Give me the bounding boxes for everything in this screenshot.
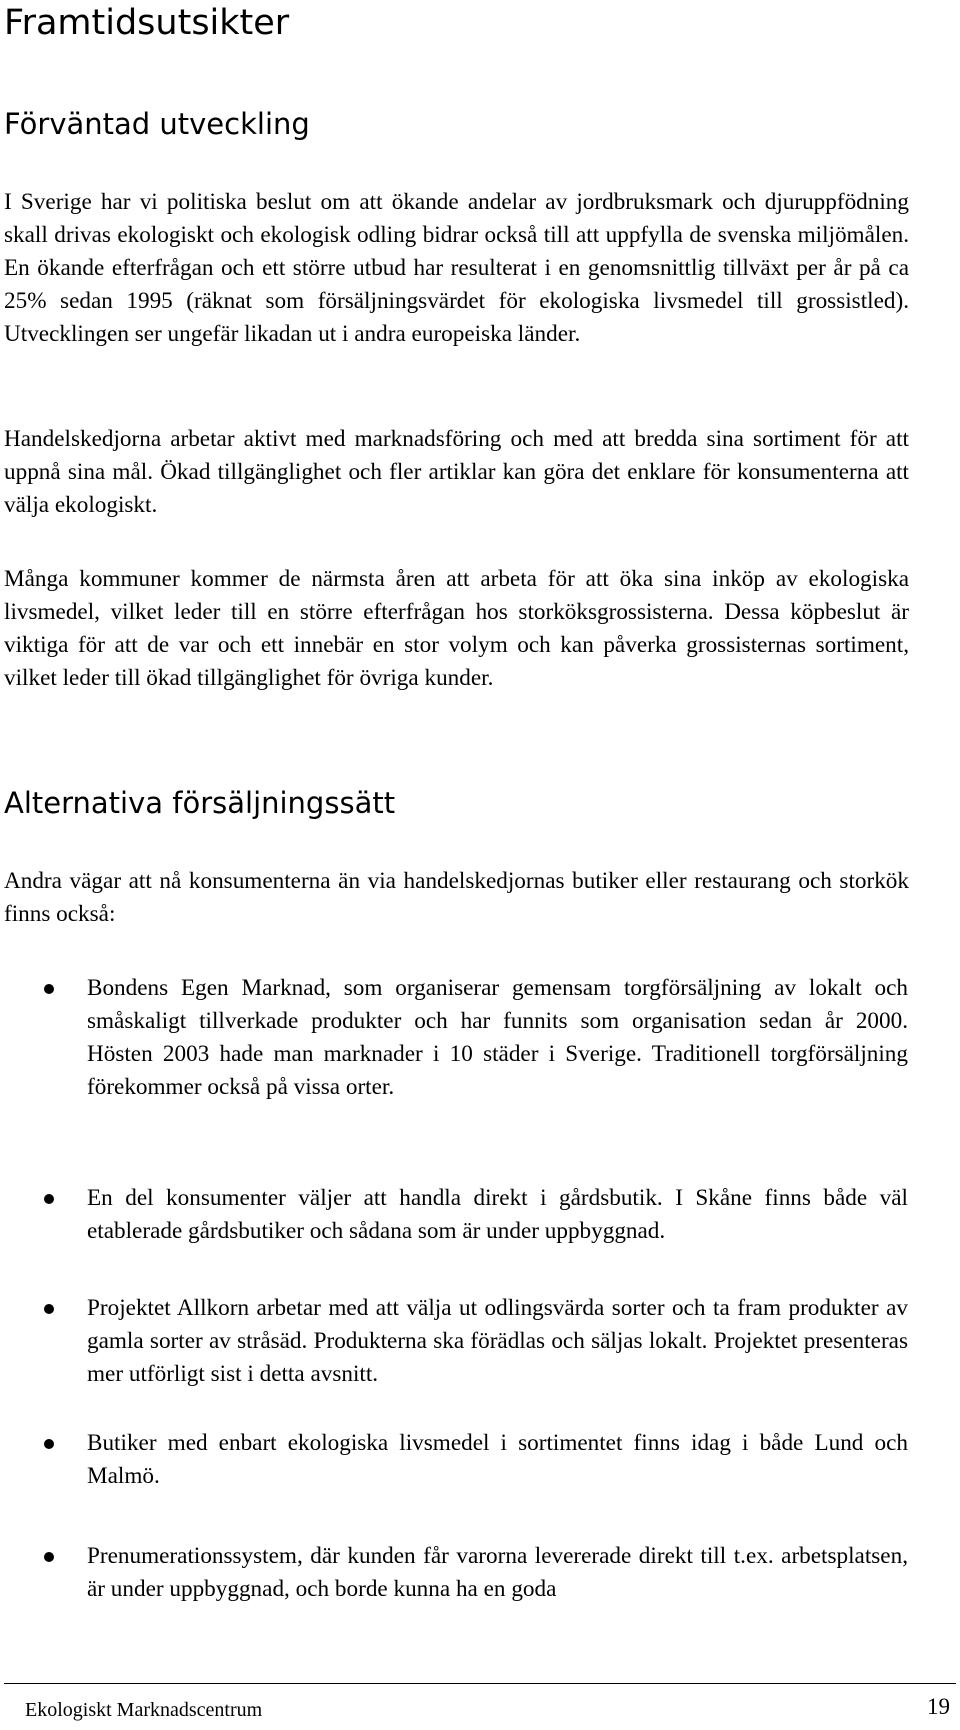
list-item-text: Projektet Allkorn arbetar med att välja ut odlingsvärda sorter och ta fram produkter av gamla sorter av stråsäd. Produkterna ska förädlas och säljas lokalt. Projektet presenteras mer utförligt sist i detta avsnitt. [87, 1295, 908, 1387]
section-heading-alternativa-forsaljningssatt: Alternativa försäljningssätt [4, 786, 396, 820]
page-number: 19 [927, 1694, 950, 1719]
paragraph: I Sverige har vi politiska beslut om att ökande andelar av jordbruksmark och djuruppfödning skall drivas ekologiskt och ekologisk odling bidrar också till att uppfylla de svenska miljömålen. En ökande efterfrågan och ett större utbud har resulterat i en genomsnittlig tillväxt per år på ca 25% sedan 1995 (räknat som försäljningsvärdet för ekologiska livsmedel till grossistled). Utvecklingen ser ungefär likadan ut i andra europeiska länder. [4, 189, 909, 347]
paragraph: Handelskedjorna arbetar aktivt med marknadsföring och med att bredda sina sortiment för att uppnå sina mål. Ökad tillgänglighet och fler artiklar kan göra det enklare för konsumenterna att välja ekologiskt. [4, 426, 909, 518]
section-heading-forvantad-utveckling: Förväntad utveckling [4, 107, 310, 141]
bullet-icon [44, 984, 54, 994]
page-title: Framtidsutsikter [4, 3, 290, 43]
list-item-text: Butiker med enbart ekologiska livsmedel i sortimentet finns idag i både Lund och Malmö. [87, 1430, 908, 1489]
footer-organization: Ekologiskt Marknadscentrum [25, 1699, 263, 1721]
footer-divider [4, 1683, 956, 1684]
bullet-icon [44, 1439, 54, 1449]
bullet-icon [44, 1552, 54, 1562]
bullet-icon [44, 1304, 54, 1314]
bullet-icon [44, 1194, 54, 1204]
paragraph: Många kommuner kommer de närmsta åren att arbeta för att öka sina inköp av ekologiska livsmedel, vilket leder till en större efterfrågan hos storköksgrossisterna. Dessa köpbeslut är viktiga för att de var och ett innebär en stor volym och kan påverka grossisternas sortiment, vilket leder till ökad tillgänglighet för övriga kunder. [4, 566, 909, 691]
list-item-text: En del konsumenter väljer att handla direkt i gårdsbutik. I Skåne finns både väl etablerade gårdsbutiker och sådana som är under uppbyggnad. [87, 1185, 908, 1244]
list-item-text: Prenumerationssystem, där kunden får varorna levererade direkt till t.ex. arbetsplatsen, är under uppbyggnad, och borde kunna ha en goda [87, 1543, 908, 1602]
list-item-text: Bondens Egen Marknad, som organiserar gemensam torgförsäljning av lokalt och småskaligt tillverkade produkter och har funnits som organisation sedan år 2000. Hösten 2003 hade man marknader i 10 städer i Sverige. Traditionell torgförsäljning förekommer också på vissa orter. [87, 975, 908, 1100]
paragraph-intro: Andra vägar att nå konsumenterna än via handelskedjornas butiker eller restaurang och storkök finns också: [4, 868, 909, 927]
